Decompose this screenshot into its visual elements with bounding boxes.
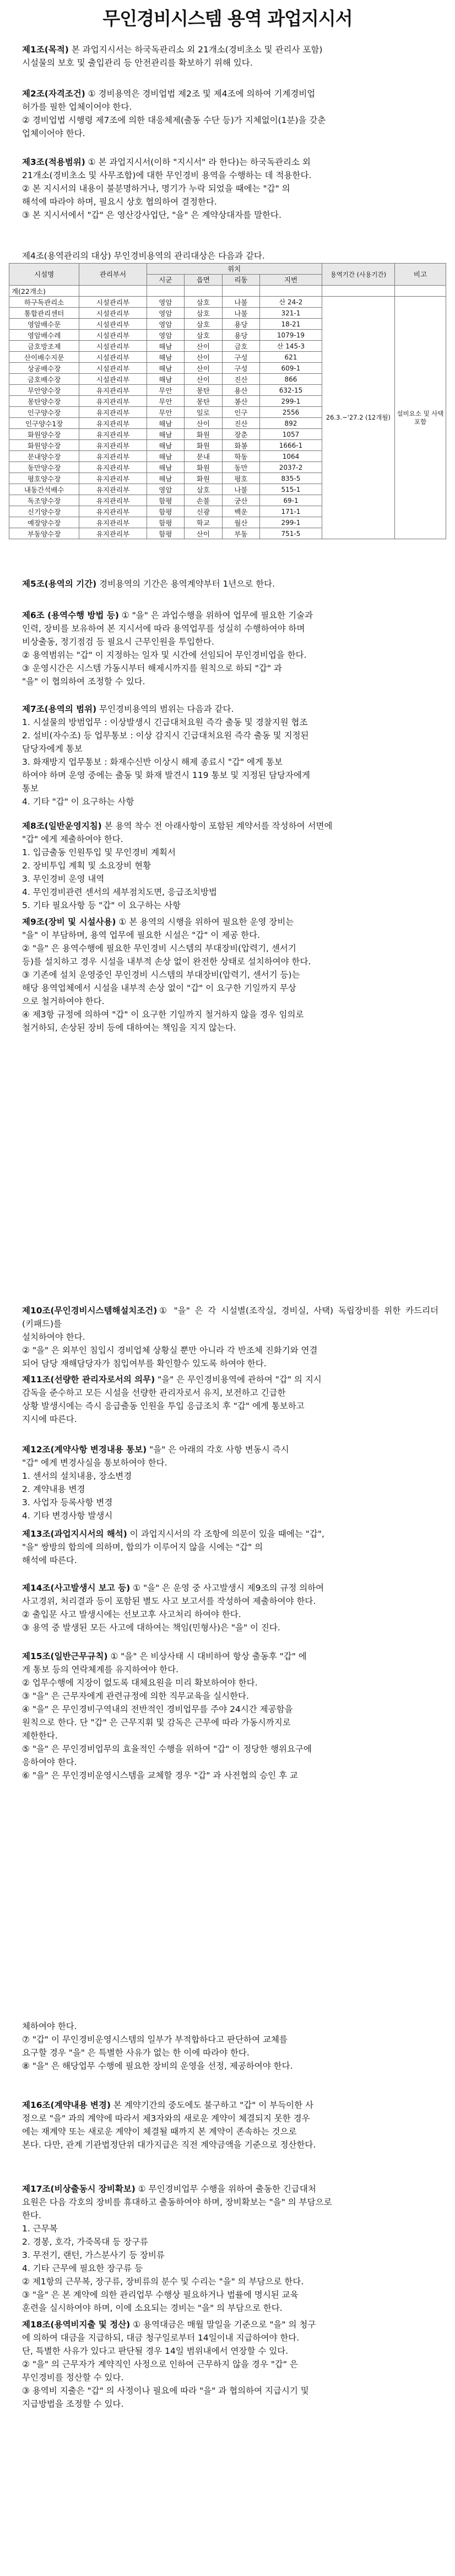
section-13-title: 제13조(과업지시서의 해석) — [22, 1529, 127, 1539]
cell-manager: 유지관리부 — [79, 462, 147, 473]
cell-town: 산이 — [185, 341, 223, 352]
section-12 — [22, 1443, 438, 1522]
cell-manager: 유지관리부 — [79, 429, 147, 440]
section-8-text: 본 용역 착수 전 아래사항이 포함된 계약서를 작성하여 서면에 "갑" 에게 제출하여야 한다. 1. 입금출동 인원투입 및 무인경비 계획서 2. 장비투입 계획 및 소요장비 현황 3. 무인경비 운영 내역 4. 무인경비관련 센서의 세부점치도면, 응급조치방법 5. 기타 필요사항 등 "갑" 이 요구하는 사항 — [22, 821, 333, 910]
cell-town: 산이 — [185, 363, 223, 374]
cell-note: 설비요소 및 사택포함 — [394, 297, 446, 539]
section-17-title: 제17조(비상출동시 장비확보) — [22, 2184, 136, 2194]
section-3-title: 제3조(적용범위) — [22, 157, 85, 167]
cell-facility: 인구양수1장 — [9, 418, 79, 429]
section-18-title: 제18조(용역비지출 및 정산) — [22, 2320, 131, 2330]
section-5-title: 제5조(용역의 기간) — [22, 579, 97, 589]
section-6 — [22, 609, 438, 688]
cell-town: 화원 — [185, 440, 223, 451]
cell-town: 삼호 — [185, 319, 223, 330]
cell-facility: 화원양수장 — [9, 429, 79, 440]
cell-area: 609-1 — [260, 363, 322, 374]
section-13-text: 이 과업지시서의 각 조항에 의문이 있을 때에는 "갑", "을" 쌍방의 합의에 의하며, 합의가 이루어지 않을 시에는 "갑" 의 해석에 따른다. — [22, 1529, 324, 1565]
cell-area: 866 — [260, 374, 322, 385]
cell-town: 문내 — [185, 451, 223, 462]
table-total-row — [9, 286, 446, 297]
cell-area: 2037-2 — [260, 462, 322, 473]
cell-manager: 유지관리부 — [79, 517, 147, 528]
cell-village: 구성 — [222, 352, 260, 363]
cell-city: 해남 — [147, 363, 185, 374]
cell-village: 용당 — [222, 330, 260, 341]
cell-area: 751-5 — [260, 528, 322, 539]
cell-manager: 유지관리부 — [79, 407, 147, 418]
section-12-text: "을" 은 아래의 각호 사항 변동시 즉시 "갑" 에게 변경사실을 통보하여야 한다. 1. 센서의 설치내용, 장소변경 2. 계약내용 변경 3. 사업자 등록사항 변경 4. 기타 변경사항 발생시 — [22, 1445, 289, 1521]
cell-area: 892 — [260, 418, 322, 429]
cell-manager: 시설관리부 — [79, 363, 147, 374]
section-7-title: 제7조(용역의 범위) — [22, 704, 97, 714]
cell-area: 1064 — [260, 451, 322, 462]
section-14 — [22, 1581, 438, 1634]
cell-manager: 시설관리부 — [79, 319, 147, 330]
cell-manager: 유지관리부 — [79, 528, 147, 539]
header-period: 용역기간 (사용기간) — [322, 264, 394, 286]
cell-village: 부동 — [222, 528, 260, 539]
cell-town: 산이 — [185, 418, 223, 429]
cell-facility: 동만양수장 — [9, 462, 79, 473]
cell-manager: 시설관리부 — [79, 297, 147, 308]
cell-facility: 몽탄양수장 — [9, 396, 79, 407]
header-manager: 관리부서 — [79, 264, 147, 286]
header-town: 읍면 — [185, 275, 223, 286]
section-11-text: "을" 은 무인경비용역에 관하여 "갑" 의 지시 감독을 준수하고 모든 시설을 선량한 관리자로서 유지, 보전하고 긴급한 상황 발생시에는 즉시 응급출동 인원을 투입 응급조치 후 "갑" 에게 통보하고 지시에 따른다. — [22, 1375, 322, 1424]
cell-manager: 유지관리부 — [79, 396, 147, 407]
cell-city: 함평 — [147, 528, 185, 539]
section-16-title: 제16조(계약내용 변경) — [22, 2100, 111, 2110]
section-18-text: ① 용역대금은 매월 말일을 기준으로 "을" 의 청구 에 의하여 대금을 지급하되, 대금 청구일로부터 14일이내 지급하여야 한다. 단, 특별한 사유가 있다고 판단될 경우 14일 범위내에서 연장할 수 있다. ② "을" 의 근무자가 계약직인 사정으로 인하여 근무하지 않을 경우 "갑" 은 무인경비를 정산할 수 있다. ③ 용역비 지출은 "갑" 의 사정이나 필요에 따라 "을" 과 협의하여 지급시기 및 지급방법을 조정할 수 있다. — [22, 2320, 316, 2409]
section-5 — [22, 577, 438, 591]
cell-city: 영암 — [147, 484, 185, 495]
cell-manager: 시설관리부 — [79, 374, 147, 385]
cell-facility: 영암배수문 — [9, 319, 79, 330]
cell-village: 진산 — [222, 418, 260, 429]
page-title: 무인경비시스템 용역 과업지시서 — [102, 8, 353, 29]
cell-village: 나불 — [222, 297, 260, 308]
cell-town: 신광 — [185, 506, 223, 517]
section-2 — [22, 87, 438, 140]
cell-area: 299-1 — [260, 396, 322, 407]
cell-area: 632-15 — [260, 385, 322, 396]
cell-manager: 유지관리부 — [79, 473, 147, 484]
header-village: 리동 — [222, 275, 260, 286]
section-1 — [22, 43, 438, 69]
cell-city: 영암 — [147, 308, 185, 319]
cell-town: 삼호 — [185, 330, 223, 341]
cell-area: 2556 — [260, 407, 322, 418]
cell-facility: 통합관리센터 — [9, 308, 79, 319]
cell-facility: 예장양수장 — [9, 517, 79, 528]
cell-facility: 하구독관리소 — [9, 297, 79, 308]
cell-village: 화봉 — [222, 440, 260, 451]
section-17-text: ① 무인경비업무 수행을 위하여 출동한 긴급대처 요원은 다음 각호의 장비를 휴대하고 출동하여야 하며, 장비확보는 "을" 의 부담으로 한다. 1. 근무복 2. 경봉, 호각, 가죽목대 등 장구류 3. 무전기, 랜턴, 가스분사기 등 장비류 4. 기타 근무에 필요한 장구류 등 ② 제1항의 근무복, 장구류, 장비류의 분수 및 수리는 "을" 의 부담으로 한다. ③ "을" 은 본 계약에 의한 관리업무 수행상 필요하거나 법률에 명시된 교육 훈련을 실시하여야 하며, 이에 소요되는 경비는 "을" 의 부담으로 한다. — [22, 2184, 332, 2313]
section-9-text: ① 본 용역의 시행을 위하여 필요한 운영 장비는 "을" 이 부담하며, 용역 업무에 필요한 시설은 "갑" 이 제공 한다. ② "을" 은 용역수행에 필요한 무인경비 시스템의 부대장비(압력기, 센서기 등)를 설치하고 경우 시설을 내부적 손상 없이 완전한 상태로 설치하여야 한다. ③ 기존에 설치 운영중인 무인경비 시스템의 부대장비(압력기, 센서기 등)는 해당 용역업체에서 시설을 내부적 손상 없이 "갑" 이 요구한 기일까지 무상 으로 철거하여야 한다. ④ 제3항 규정에 의하여 "갑" 이 요구한 기일까지 철거하지 않을 경우 임의로 철거하되, 손상된 장비 등에 대하여는 책임을 지지 않는다. — [22, 917, 311, 1033]
cell-city: 해남 — [147, 429, 185, 440]
section-1-title: 제1조(목적) — [22, 45, 69, 55]
section-10-text: ① "을" 은 각 시설별(조작실, 경비실, 사택) 독립장비를 위한 카드리더(키패드)를 설치하여야 한다. ② "을" 은 외부인 침입시 경비업체 상황실 뿐만 아니라 각 반조체 진화기와 연결 되어 담당 재해담당자가 침입여부를 확인할수 있도록 하여야 한다. — [22, 1306, 438, 1368]
cell-facility: 내동간석배수 — [9, 484, 79, 495]
cell-facility: 평호양수장 — [9, 473, 79, 484]
cell-city: 해남 — [147, 341, 185, 352]
cell-village: 인구 — [222, 407, 260, 418]
cell-town: 삼호 — [185, 297, 223, 308]
cell-area: 1079-19 — [260, 330, 322, 341]
cell-village: 장춘 — [222, 429, 260, 440]
cell-area: 69-1 — [260, 495, 322, 506]
cell-facility: 상공배수장 — [9, 363, 79, 374]
section-13 — [22, 1527, 438, 1567]
cell-town: 몽탄 — [185, 396, 223, 407]
section-18 — [22, 2318, 438, 2411]
section-6-text: ① "을" 은 과업수행을 위하여 업무에 필요한 기술과 인력, 장비를 보유하여 본 지시서에 따라 용역업무를 성실히 수행하여야 하며 비상출동, 정기점검 등 필요시 근무인원을 투입한다. ② 용역범위는 "갑" 이 지정하는 일자 및 시간에 선임되어 무인경비업을 한다. ③ 운영시간은 시스템 가동시부터 해제시까지를 원칙으로 하되 "갑" 과 "을" 이 협의하여 조정할 수 있다. — [22, 610, 313, 686]
cell-city: 해남 — [147, 352, 185, 363]
cell-village: 나불 — [222, 484, 260, 495]
cell-village: 학동 — [222, 451, 260, 462]
cell-town: 몽탄 — [185, 385, 223, 396]
cell-town: 손불 — [185, 495, 223, 506]
section-12-title: 제12조(계약사항 변경내용 통보) — [22, 1445, 147, 1455]
cell-city: 무안 — [147, 396, 185, 407]
cell-town: 학교 — [185, 517, 223, 528]
cell-manager: 유지관리부 — [79, 385, 147, 396]
cell-manager: 유지관리부 — [79, 440, 147, 451]
cell-facility: 독조양수장 — [9, 495, 79, 506]
cell-facility: 부동양수장 — [9, 528, 79, 539]
section-14-text: ① "을" 은 운영 중 사고발생시 제9조의 규정 의하여 사고경위, 처리결과 등이 포함된 별도 사고 보고서를 작성하여 제출하여야 한다. ② 출입문 사고 발생시에는 선보고후 사고처리 하여야 한다. ③ 용역 중 발생된 모든 사고에 대하여는 책임(민형사)은 "을" 이 진다. — [22, 1583, 324, 1633]
header-city: 시군 — [147, 275, 185, 286]
header-area: 지번 — [260, 275, 322, 286]
cell-town: 일로 — [185, 407, 223, 418]
cell-facility: 금호방조제 — [9, 341, 79, 352]
cell-area: 171-1 — [260, 506, 322, 517]
cell-city: 해남 — [147, 418, 185, 429]
cell-facility: 화원양수장 — [9, 440, 79, 451]
cell-manager: 유지관리부 — [79, 418, 147, 429]
header-facility: 시설명 — [9, 264, 79, 286]
cell-village: 구성 — [222, 363, 260, 374]
section-10 — [22, 1304, 438, 1370]
cell-manager: 시설관리부 — [79, 330, 147, 341]
section-6-title: 제6조 (용역수행 방법 등) — [22, 610, 119, 620]
section-11 — [22, 1373, 438, 1426]
cell-city: 함평 — [147, 517, 185, 528]
cell-village: 금호 — [222, 341, 260, 352]
section-14-title: 제14조(사고발생시 보고 등) — [22, 1583, 131, 1593]
cell-facility: 인구양수장 — [9, 407, 79, 418]
cell-village: 봉산 — [222, 396, 260, 407]
cell-town: 삼호 — [185, 308, 223, 319]
cell-village: 평호 — [222, 473, 260, 484]
section-11-title: 제11조(선량한 관리자로서의 의무) — [22, 1375, 155, 1384]
section-15-title: 제15조(일반근무규칙) — [22, 1651, 108, 1661]
section-16 — [22, 2099, 438, 2151]
cell-village: 동만 — [222, 462, 260, 473]
cell-facility: 신기양수장 — [9, 506, 79, 517]
cell-city: 해남 — [147, 440, 185, 451]
section-9-title: 제9조(장비 및 시설사용) — [22, 917, 116, 927]
cell-village: 진산 — [222, 374, 260, 385]
cell-area: 299-1 — [260, 517, 322, 528]
section-15-continued — [22, 2020, 438, 2073]
cell-area: 산 145-3 — [260, 341, 322, 352]
section-15 — [22, 1650, 438, 1782]
cell-area: 621 — [260, 352, 322, 363]
cell-manager: 유지관리부 — [79, 451, 147, 462]
cell-area: 835-5 — [260, 473, 322, 484]
header-note: 비고 — [394, 264, 446, 286]
cell-town: 화원 — [185, 429, 223, 440]
section-3-text: ① 본 과업지시서(이하 "지시서" 라 한다)는 하국독관리소 외 21개소(경비초소 및 사무조합)에 대한 무인경비 용역을 수행하는 데 적용한다. ② 본 지시서의 내용이 불분명하거나, 명기가 누락 되었을 때에는 "갑" 의 해석에 따라야 하며, 필요시 상호 협의하여 결정한다. ③ 본 지시서에서 "갑" 은 영산강사업단, "을" 은 계약상대자를 말한다. — [22, 157, 312, 220]
cell-village: 용당 — [222, 319, 260, 330]
section-17 — [22, 2182, 438, 2315]
cell-village: 나불 — [222, 308, 260, 319]
cell-area: 1666-1 — [260, 440, 322, 451]
table-caption: 제4조(용역관리의 대상) 무인경비용역의 관리대상은 다음과 같다. — [22, 251, 265, 261]
cell-city: 해남 — [147, 473, 185, 484]
section-3 — [22, 155, 438, 222]
cell-area: 515-1 — [260, 484, 322, 495]
cell-city: 함평 — [147, 495, 185, 506]
section-2-text: ① 경비용역은 경비업법 제2조 및 제4조에 의하여 기계경비업 허가를 필한 업체이어야 한다. ② 경비업법 시행령 제7조에 의한 대응체제(출동 수단 등)가 지체없이(1분)을 갖춘 업체이어야 한다. — [22, 89, 326, 138]
section-7-text: 무인경비용역의 범위는 다음과 같다. 1. 시설물의 방범업무 : 이상발생시 긴급대처요원 즉각 출동 및 경찰지원 협조 2. 설비(자수조) 등 업무통보 : 이상 감지시 긴급대처요원 즉각 출동 및 지정된 담당자에게 통보 3. 화재방지 업무통보 : 화재수신반 이상시 해제 종료시 "갑" 에게 통보 하여야 하며 운영 중에는 출동 및 화재 발견시 119 통보 및 지정된 담당자에게 통보 4. 기타 "갑" 이 요구하는 사항 — [22, 704, 310, 807]
section-10-title: 제10조(무인경비시스템해설치조건) — [22, 1306, 158, 1316]
cell-manager: 시설관리부 — [79, 308, 147, 319]
cell-manager: 유지관리부 — [79, 506, 147, 517]
section-8-title: 제8조(일반운영지침) — [22, 821, 102, 831]
cell-village: 궁산 — [222, 495, 260, 506]
cell-facility: 영암배수레 — [9, 330, 79, 341]
cell-city: 해남 — [147, 374, 185, 385]
cell-facility: 문내양수장 — [9, 451, 79, 462]
section-16-text: 본 계약기간의 중도에도 불구하고 "갑" 이 부득이한 사 정으로 "을" 과의 계약에 따라서 제3자와의 새로운 계약이 체결되지 못한 경우 에는 재계약 또는 새로운 계약이 체결될 때까지 본 계약이 존속하는 것으로 본다. 다만, 관계 기관법정단위 대가지급은 직전 계약금액을 기준으로 정산한다. — [22, 2100, 316, 2150]
cell-area: 산 24-2 — [260, 297, 322, 308]
cell-city: 해남 — [147, 462, 185, 473]
cell-town: 화원 — [185, 473, 223, 484]
section-15-continued-text: 체하여야 한다. ⑦ "갑" 이 무인경비운영시스템의 일부가 부적합하다고 판단하여 교체를 요구할 경우 "을" 은 특별한 사유가 없는 한 이에 따라야 한다. ⑧ "을" 은 해당업무 수행에 필요한 장비의 운영을 선정, 제공하여야 한다. — [22, 2021, 293, 2071]
cell-facility: 산이배수지문 — [9, 352, 79, 363]
cell-town: 삼호 — [185, 484, 223, 495]
section-8 — [22, 819, 438, 912]
cell-area: 1057 — [260, 429, 322, 440]
section-15-text: ① "을" 은 비상사태 시 대비하여 항상 출동후 "갑" 에 게 통보 등의 연락체계를 유지하여야 한다. ② 업무수행에 지장이 없도록 대체요원을 미리 확보하여야 한다. ③ "을" 은 근무자에게 관련규정에 의한 직무교육을 실시한다. ④ "을" 은 무인경비구역내의 전반적인 경비업무를 주야 24시간 제공함을 원칙으로 한다. 단 "갑" 은 근무지휘 및 감독은 근무에 따라 가동시까지로 제한한다. ⑤ "을" 은 무인경비업무의 효율적인 수행을 위하여 "갑" 이 정당한 행위요구에 응하여야 한다. ⑥ "을" 은 무인경비운영시스템을 교체할 경우 "갑" 과 사전협의 승인 후 교 — [22, 1651, 312, 1780]
cell-city: 무안 — [147, 407, 185, 418]
header-location: 위치 — [147, 264, 322, 275]
section-5-text: 경비용역의 기간은 용역계약부터 1년으로 한다. — [96, 579, 275, 589]
cell-city: 영암 — [147, 319, 185, 330]
cell-town: 산이 — [185, 374, 223, 385]
table-row — [9, 297, 446, 308]
cell-town: 산이 — [185, 352, 223, 363]
cell-city: 해남 — [147, 451, 185, 462]
cell-town: 산이 — [185, 528, 223, 539]
cell-manager: 시설관리부 — [79, 341, 147, 352]
cell-manager: 유지관리부 — [79, 484, 147, 495]
cell-village: 백운 — [222, 506, 260, 517]
cell-city: 함평 — [147, 506, 185, 517]
cell-manager: 시설관리부 — [79, 352, 147, 363]
cell-city: 영암 — [147, 297, 185, 308]
section-7 — [22, 702, 438, 808]
section-9 — [22, 915, 438, 1034]
cell-facility: 금호배수장 — [9, 374, 79, 385]
cell-area: 18-21 — [260, 319, 322, 330]
cell-manager: 유지관리부 — [79, 495, 147, 506]
facility-table — [9, 263, 446, 539]
cell-village: 월산 — [222, 517, 260, 528]
cell-town: 화원 — [185, 462, 223, 473]
section-2-title: 제2조(자격조건) — [22, 89, 85, 99]
cell-city: 무안 — [147, 385, 185, 396]
section-1-text: 본 과업지시서는 하국독관리소 외 21개소(경비초소 및 관리사 포함) 시설물의 보호 및 출입관리 등 안전관리를 확보하기 위해 있다. — [22, 45, 323, 68]
total-label: 계(22개소) — [9, 286, 79, 297]
cell-city: 영암 — [147, 330, 185, 341]
cell-facility: 무안양수장 — [9, 385, 79, 396]
cell-village: 용산 — [222, 385, 260, 396]
cell-period: 26.3.~'27.2 (12개월) — [322, 297, 394, 539]
cell-area: 321-1 — [260, 308, 322, 319]
